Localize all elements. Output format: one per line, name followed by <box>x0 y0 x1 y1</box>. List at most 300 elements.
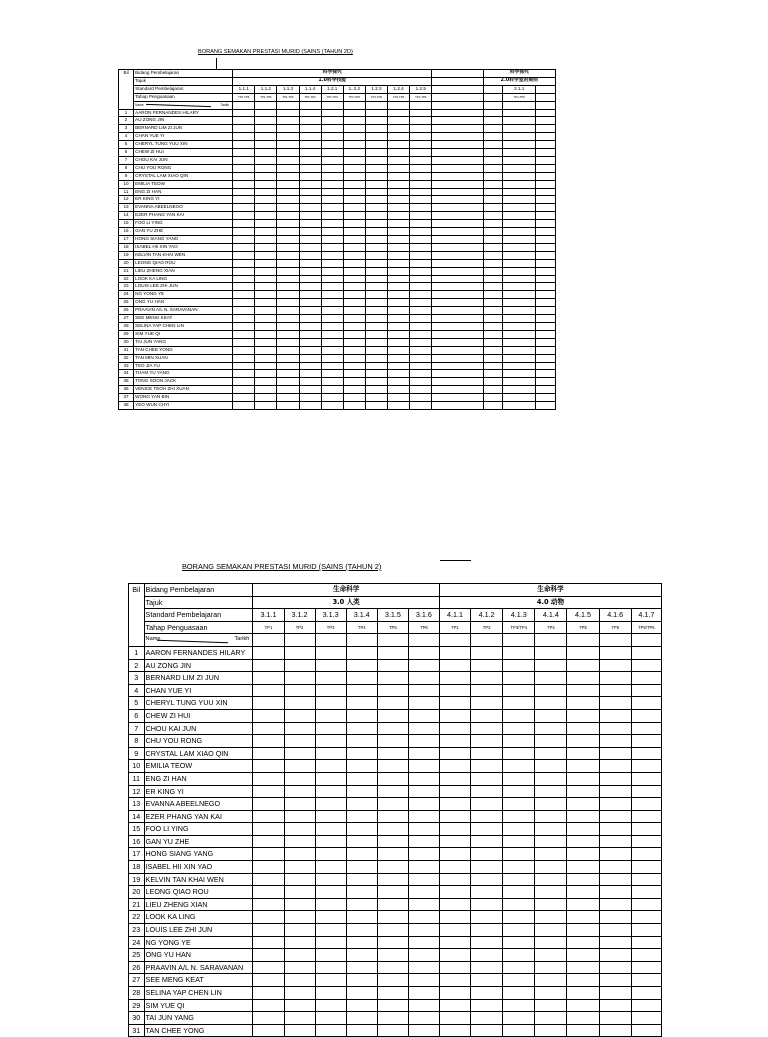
score-cell[interactable] <box>599 886 631 899</box>
score-cell[interactable] <box>631 772 661 785</box>
score-cell[interactable] <box>503 672 535 685</box>
date-cell[interactable] <box>567 634 599 647</box>
score-cell[interactable] <box>503 999 535 1012</box>
score-cell[interactable] <box>535 798 567 811</box>
score-cell[interactable] <box>439 999 470 1012</box>
score-cell[interactable] <box>503 141 536 149</box>
score-cell[interactable] <box>343 109 365 117</box>
score-cell[interactable] <box>503 299 536 307</box>
score-cell[interactable] <box>253 848 284 861</box>
score-cell[interactable] <box>233 346 255 354</box>
score-cell[interactable] <box>277 322 299 330</box>
score-cell[interactable] <box>299 156 321 164</box>
score-cell[interactable] <box>503 835 535 848</box>
score-cell[interactable] <box>284 709 315 722</box>
score-cell[interactable] <box>255 362 277 370</box>
score-cell[interactable] <box>284 810 315 823</box>
score-cell[interactable] <box>233 204 255 212</box>
score-cell[interactable] <box>599 760 631 773</box>
score-cell[interactable] <box>567 924 599 937</box>
score-cell[interactable] <box>503 911 535 924</box>
score-cell[interactable] <box>284 684 315 697</box>
score-cell[interactable] <box>471 684 503 697</box>
score-cell[interactable] <box>315 999 346 1012</box>
score-cell[interactable] <box>410 149 432 157</box>
score-cell[interactable] <box>315 911 346 924</box>
score-cell[interactable] <box>408 646 439 659</box>
score-cell[interactable] <box>321 330 343 338</box>
score-cell[interactable] <box>503 378 536 386</box>
score-cell[interactable] <box>432 180 483 188</box>
score-cell[interactable] <box>284 646 315 659</box>
score-cell[interactable] <box>377 772 408 785</box>
score-cell[interactable] <box>471 924 503 937</box>
score-cell[interactable] <box>346 1024 377 1037</box>
score-cell[interactable] <box>432 291 483 299</box>
score-cell[interactable] <box>471 1012 503 1025</box>
score-cell[interactable] <box>377 848 408 861</box>
score-cell[interactable] <box>432 378 483 386</box>
score-cell[interactable] <box>631 961 661 974</box>
score-cell[interactable] <box>536 370 556 378</box>
score-cell[interactable] <box>599 697 631 710</box>
score-cell[interactable] <box>377 999 408 1012</box>
score-cell[interactable] <box>536 243 556 251</box>
score-cell[interactable] <box>408 735 439 748</box>
score-cell[interactable] <box>346 709 377 722</box>
score-cell[interactable] <box>631 697 661 710</box>
score-cell[interactable] <box>321 315 343 323</box>
score-cell[interactable] <box>408 747 439 760</box>
score-cell[interactable] <box>631 848 661 861</box>
score-cell[interactable] <box>408 672 439 685</box>
score-cell[interactable] <box>365 354 387 362</box>
score-cell[interactable] <box>388 307 410 315</box>
score-cell[interactable] <box>536 338 556 346</box>
score-cell[interactable] <box>567 684 599 697</box>
score-cell[interactable] <box>277 133 299 141</box>
date-cell[interactable] <box>388 101 410 109</box>
score-cell[interactable] <box>471 810 503 823</box>
score-cell[interactable] <box>408 873 439 886</box>
score-cell[interactable] <box>536 172 556 180</box>
score-cell[interactable] <box>410 338 432 346</box>
score-cell[interactable] <box>535 785 567 798</box>
score-cell[interactable] <box>503 243 536 251</box>
score-cell[interactable] <box>253 936 284 949</box>
score-cell[interactable] <box>408 936 439 949</box>
score-cell[interactable] <box>388 204 410 212</box>
score-cell[interactable] <box>315 646 346 659</box>
score-cell[interactable] <box>321 188 343 196</box>
score-cell[interactable] <box>315 659 346 672</box>
score-cell[interactable] <box>567 999 599 1012</box>
score-cell[interactable] <box>388 370 410 378</box>
score-cell[interactable] <box>503 228 536 236</box>
score-cell[interactable] <box>315 823 346 836</box>
score-cell[interactable] <box>388 346 410 354</box>
score-cell[interactable] <box>483 133 503 141</box>
score-cell[interactable] <box>343 283 365 291</box>
score-cell[interactable] <box>315 672 346 685</box>
score-cell[interactable] <box>299 188 321 196</box>
score-cell[interactable] <box>233 322 255 330</box>
score-cell[interactable] <box>483 259 503 267</box>
score-cell[interactable] <box>284 1012 315 1025</box>
score-cell[interactable] <box>284 735 315 748</box>
score-cell[interactable] <box>299 346 321 354</box>
score-cell[interactable] <box>503 697 535 710</box>
score-cell[interactable] <box>365 283 387 291</box>
score-cell[interactable] <box>432 370 483 378</box>
score-cell[interactable] <box>388 267 410 275</box>
score-cell[interactable] <box>255 220 277 228</box>
date-cell[interactable] <box>483 101 503 109</box>
score-cell[interactable] <box>631 1024 661 1037</box>
score-cell[interactable] <box>410 243 432 251</box>
score-cell[interactable] <box>471 911 503 924</box>
score-cell[interactable] <box>503 180 536 188</box>
score-cell[interactable] <box>439 873 470 886</box>
score-cell[interactable] <box>253 747 284 760</box>
score-cell[interactable] <box>503 873 535 886</box>
score-cell[interactable] <box>439 861 470 874</box>
score-cell[interactable] <box>321 322 343 330</box>
score-cell[interactable] <box>315 987 346 1000</box>
score-cell[interactable] <box>536 109 556 117</box>
score-cell[interactable] <box>432 259 483 267</box>
score-cell[interactable] <box>255 386 277 394</box>
score-cell[interactable] <box>255 212 277 220</box>
score-cell[interactable] <box>599 823 631 836</box>
score-cell[interactable] <box>299 117 321 125</box>
score-cell[interactable] <box>343 228 365 236</box>
score-cell[interactable] <box>439 722 470 735</box>
score-cell[interactable] <box>343 149 365 157</box>
score-cell[interactable] <box>567 861 599 874</box>
score-cell[interactable] <box>567 659 599 672</box>
score-cell[interactable] <box>365 204 387 212</box>
score-cell[interactable] <box>432 267 483 275</box>
score-cell[interactable] <box>483 315 503 323</box>
score-cell[interactable] <box>343 322 365 330</box>
score-cell[interactable] <box>536 251 556 259</box>
score-cell[interactable] <box>599 1012 631 1025</box>
score-cell[interactable] <box>483 172 503 180</box>
score-cell[interactable] <box>321 180 343 188</box>
score-cell[interactable] <box>503 117 536 125</box>
score-cell[interactable] <box>503 109 536 117</box>
score-cell[interactable] <box>471 747 503 760</box>
score-cell[interactable] <box>388 196 410 204</box>
score-cell[interactable] <box>284 697 315 710</box>
score-cell[interactable] <box>255 402 277 410</box>
score-cell[interactable] <box>388 386 410 394</box>
score-cell[interactable] <box>343 251 365 259</box>
score-cell[interactable] <box>567 974 599 987</box>
score-cell[interactable] <box>408 949 439 962</box>
score-cell[interactable] <box>365 236 387 244</box>
score-cell[interactable] <box>439 1024 470 1037</box>
score-cell[interactable] <box>483 402 503 410</box>
score-cell[interactable] <box>432 362 483 370</box>
score-cell[interactable] <box>410 220 432 228</box>
score-cell[interactable] <box>432 164 483 172</box>
score-cell[interactable] <box>284 999 315 1012</box>
score-cell[interactable] <box>567 760 599 773</box>
score-cell[interactable] <box>233 402 255 410</box>
score-cell[interactable] <box>277 117 299 125</box>
score-cell[interactable] <box>255 196 277 204</box>
score-cell[interactable] <box>365 196 387 204</box>
score-cell[interactable] <box>432 386 483 394</box>
score-cell[interactable] <box>255 378 277 386</box>
score-cell[interactable] <box>343 133 365 141</box>
score-cell[interactable] <box>255 251 277 259</box>
score-cell[interactable] <box>503 798 535 811</box>
score-cell[interactable] <box>536 149 556 157</box>
score-cell[interactable] <box>255 125 277 133</box>
score-cell[interactable] <box>536 307 556 315</box>
date-cell[interactable] <box>432 101 483 109</box>
score-cell[interactable] <box>377 987 408 1000</box>
score-cell[interactable] <box>471 861 503 874</box>
score-cell[interactable] <box>535 974 567 987</box>
score-cell[interactable] <box>535 848 567 861</box>
score-cell[interactable] <box>343 164 365 172</box>
score-cell[interactable] <box>439 810 470 823</box>
score-cell[interactable] <box>277 156 299 164</box>
score-cell[interactable] <box>535 1024 567 1037</box>
score-cell[interactable] <box>233 338 255 346</box>
score-cell[interactable] <box>471 835 503 848</box>
score-cell[interactable] <box>277 259 299 267</box>
score-cell[interactable] <box>410 125 432 133</box>
score-cell[interactable] <box>536 291 556 299</box>
score-cell[interactable] <box>503 267 536 275</box>
score-cell[interactable] <box>255 133 277 141</box>
score-cell[interactable] <box>536 362 556 370</box>
score-cell[interactable] <box>233 330 255 338</box>
score-cell[interactable] <box>377 697 408 710</box>
score-cell[interactable] <box>483 394 503 402</box>
score-cell[interactable] <box>439 835 470 848</box>
score-cell[interactable] <box>365 164 387 172</box>
score-cell[interactable] <box>408 898 439 911</box>
score-cell[interactable] <box>503 259 536 267</box>
score-cell[interactable] <box>284 672 315 685</box>
score-cell[interactable] <box>253 735 284 748</box>
score-cell[interactable] <box>255 149 277 157</box>
score-cell[interactable] <box>343 236 365 244</box>
score-cell[interactable] <box>567 835 599 848</box>
score-cell[interactable] <box>255 228 277 236</box>
score-cell[interactable] <box>408 772 439 785</box>
score-cell[interactable] <box>471 823 503 836</box>
score-cell[interactable] <box>599 798 631 811</box>
score-cell[interactable] <box>346 999 377 1012</box>
score-cell[interactable] <box>439 961 470 974</box>
score-cell[interactable] <box>388 315 410 323</box>
score-cell[interactable] <box>315 810 346 823</box>
score-cell[interactable] <box>408 911 439 924</box>
score-cell[interactable] <box>321 370 343 378</box>
score-cell[interactable] <box>535 659 567 672</box>
score-cell[interactable] <box>599 949 631 962</box>
score-cell[interactable] <box>255 322 277 330</box>
score-cell[interactable] <box>410 267 432 275</box>
score-cell[interactable] <box>439 924 470 937</box>
score-cell[interactable] <box>284 823 315 836</box>
score-cell[interactable] <box>365 220 387 228</box>
date-cell[interactable] <box>410 101 432 109</box>
score-cell[interactable] <box>253 659 284 672</box>
score-cell[interactable] <box>343 125 365 133</box>
score-cell[interactable] <box>233 109 255 117</box>
score-cell[interactable] <box>439 659 470 672</box>
score-cell[interactable] <box>299 338 321 346</box>
score-cell[interactable] <box>315 1024 346 1037</box>
score-cell[interactable] <box>567 747 599 760</box>
score-cell[interactable] <box>377 810 408 823</box>
score-cell[interactable] <box>439 886 470 899</box>
score-cell[interactable] <box>346 886 377 899</box>
score-cell[interactable] <box>377 936 408 949</box>
score-cell[interactable] <box>346 873 377 886</box>
score-cell[interactable] <box>535 911 567 924</box>
score-cell[interactable] <box>408 659 439 672</box>
score-cell[interactable] <box>299 362 321 370</box>
score-cell[interactable] <box>483 141 503 149</box>
score-cell[interactable] <box>631 911 661 924</box>
score-cell[interactable] <box>315 924 346 937</box>
score-cell[interactable] <box>410 354 432 362</box>
score-cell[interactable] <box>503 1012 535 1025</box>
score-cell[interactable] <box>284 1024 315 1037</box>
score-cell[interactable] <box>536 117 556 125</box>
score-cell[interactable] <box>483 322 503 330</box>
score-cell[interactable] <box>599 810 631 823</box>
score-cell[interactable] <box>410 204 432 212</box>
score-cell[interactable] <box>343 362 365 370</box>
score-cell[interactable] <box>255 275 277 283</box>
score-cell[interactable] <box>346 697 377 710</box>
score-cell[interactable] <box>483 275 503 283</box>
score-cell[interactable] <box>503 386 536 394</box>
score-cell[interactable] <box>233 117 255 125</box>
score-cell[interactable] <box>535 987 567 1000</box>
score-cell[interactable] <box>365 402 387 410</box>
score-cell[interactable] <box>471 898 503 911</box>
score-cell[interactable] <box>321 307 343 315</box>
score-cell[interactable] <box>388 402 410 410</box>
score-cell[interactable] <box>365 322 387 330</box>
score-cell[interactable] <box>277 291 299 299</box>
score-cell[interactable] <box>471 772 503 785</box>
score-cell[interactable] <box>471 999 503 1012</box>
score-cell[interactable] <box>255 283 277 291</box>
date-cell[interactable] <box>408 634 439 647</box>
score-cell[interactable] <box>277 109 299 117</box>
score-cell[interactable] <box>535 886 567 899</box>
date-cell[interactable] <box>255 101 277 109</box>
score-cell[interactable] <box>253 646 284 659</box>
score-cell[interactable] <box>631 999 661 1012</box>
score-cell[interactable] <box>365 133 387 141</box>
score-cell[interactable] <box>343 188 365 196</box>
score-cell[interactable] <box>233 133 255 141</box>
score-cell[interactable] <box>432 307 483 315</box>
score-cell[interactable] <box>483 307 503 315</box>
score-cell[interactable] <box>536 299 556 307</box>
score-cell[interactable] <box>503 188 536 196</box>
score-cell[interactable] <box>343 346 365 354</box>
score-cell[interactable] <box>388 236 410 244</box>
score-cell[interactable] <box>631 949 661 962</box>
score-cell[interactable] <box>503 785 535 798</box>
score-cell[interactable] <box>439 848 470 861</box>
score-cell[interactable] <box>536 330 556 338</box>
score-cell[interactable] <box>439 646 470 659</box>
score-cell[interactable] <box>299 386 321 394</box>
score-cell[interactable] <box>253 974 284 987</box>
score-cell[interactable] <box>439 974 470 987</box>
score-cell[interactable] <box>408 886 439 899</box>
score-cell[interactable] <box>377 949 408 962</box>
score-cell[interactable] <box>439 1012 470 1025</box>
date-cell[interactable] <box>299 101 321 109</box>
score-cell[interactable] <box>408 697 439 710</box>
score-cell[interactable] <box>536 394 556 402</box>
score-cell[interactable] <box>299 204 321 212</box>
score-cell[interactable] <box>408 974 439 987</box>
score-cell[interactable] <box>536 196 556 204</box>
score-cell[interactable] <box>253 911 284 924</box>
score-cell[interactable] <box>321 196 343 204</box>
score-cell[interactable] <box>471 672 503 685</box>
score-cell[interactable] <box>365 386 387 394</box>
score-cell[interactable] <box>365 275 387 283</box>
score-cell[interactable] <box>483 220 503 228</box>
score-cell[interactable] <box>536 315 556 323</box>
score-cell[interactable] <box>408 722 439 735</box>
score-cell[interactable] <box>410 362 432 370</box>
score-cell[interactable] <box>321 291 343 299</box>
score-cell[interactable] <box>299 149 321 157</box>
score-cell[interactable] <box>388 117 410 125</box>
score-cell[interactable] <box>567 911 599 924</box>
score-cell[interactable] <box>631 810 661 823</box>
score-cell[interactable] <box>377 961 408 974</box>
score-cell[interactable] <box>321 243 343 251</box>
score-cell[interactable] <box>503 987 535 1000</box>
score-cell[interactable] <box>410 394 432 402</box>
score-cell[interactable] <box>471 1024 503 1037</box>
score-cell[interactable] <box>299 394 321 402</box>
score-cell[interactable] <box>536 346 556 354</box>
score-cell[interactable] <box>432 196 483 204</box>
score-cell[interactable] <box>346 861 377 874</box>
score-cell[interactable] <box>483 149 503 157</box>
score-cell[interactable] <box>343 330 365 338</box>
score-cell[interactable] <box>535 1012 567 1025</box>
score-cell[interactable] <box>299 212 321 220</box>
score-cell[interactable] <box>315 835 346 848</box>
score-cell[interactable] <box>299 370 321 378</box>
score-cell[interactable] <box>284 987 315 1000</box>
date-cell[interactable] <box>321 101 343 109</box>
score-cell[interactable] <box>233 251 255 259</box>
